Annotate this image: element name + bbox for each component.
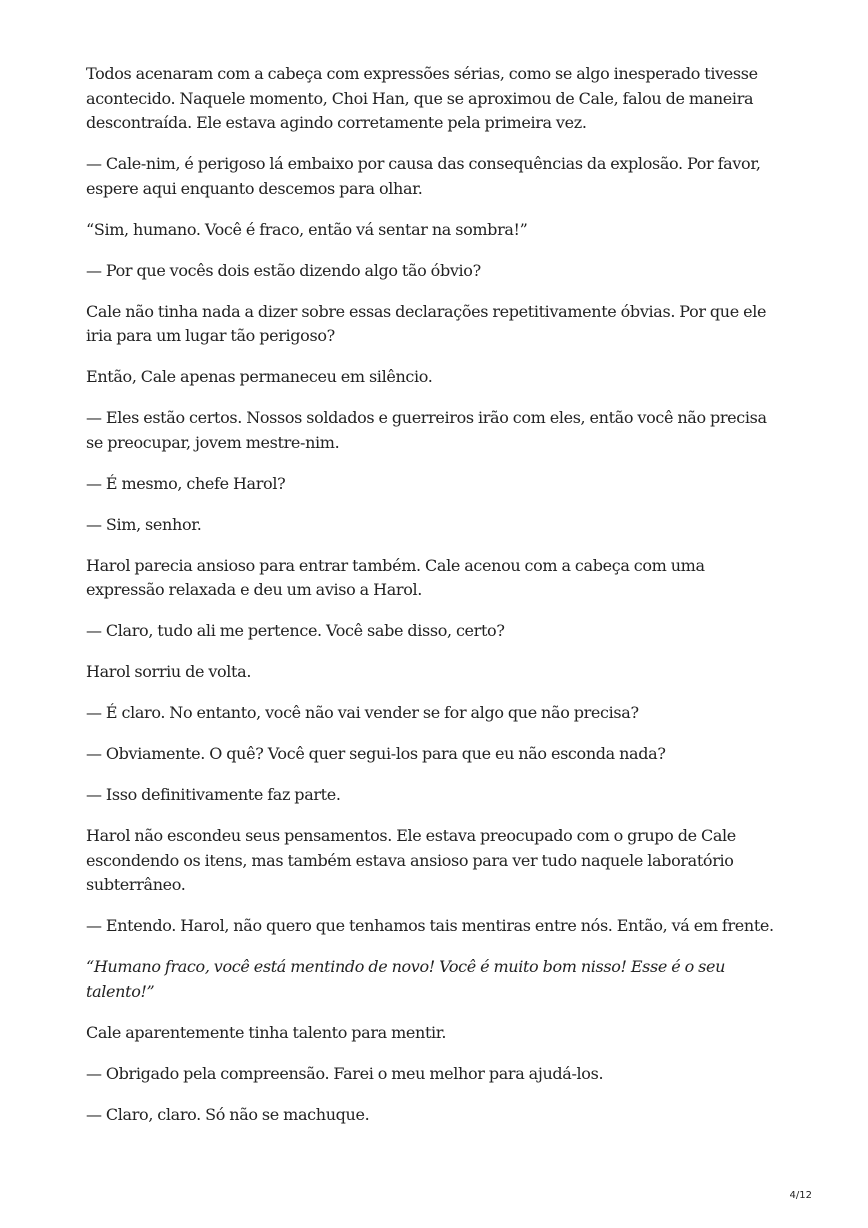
paragraph-18: “Humano fraco, você está mentindo de novo! Você é muito bom nisso! Esse é o seu talento!”	[86, 957, 726, 1001]
paragraph-4: — Por que vocês dois estão dizendo algo tão óbvio?	[86, 260, 481, 280]
paragraph-1: Todos acenaram com a cabeça com expressões sérias, como se algo inesperado tivesse acontecido. Naquele momento, Choi Han, que se aproximou de Cale, falou de maneira descontraída. Ele estava agindo corretamente pela primeira vez.	[86, 64, 758, 132]
paragraph-8: — É mesmo, chefe Harol?	[86, 473, 286, 493]
document-body	[86, 62, 786, 1144]
paragraph-10: Harol parecia ansioso para entrar também. Cale acenou com a cabeça com uma expressão relaxada e deu um aviso a Harol.	[86, 555, 705, 599]
page-number: 4/12	[789, 1190, 812, 1201]
paragraph-21: — Claro, claro. Só não se machuque.	[86, 1104, 370, 1124]
paragraph-11: — Claro, tudo ali me pertence. Você sabe disso, certo?	[86, 621, 505, 640]
paragraph-3: “Sim, humano. Você é fraco, então vá sentar na sombra!”	[86, 219, 528, 239]
paragraph-12: Harol sorriu de volta.	[86, 662, 252, 681]
paragraph-6: Então, Cale apenas permaneceu em silêncio.	[86, 367, 433, 386]
paragraph-15: — Isso definitivamente faz parte.	[86, 785, 341, 804]
paragraph-16: Harol não escondeu seus pensamentos. Ele estava preocupado com o grupo de Cale escondendo os itens, mas também estava ansioso para ver tudo naquele laboratório subterrâneo.	[86, 826, 736, 894]
paragraph-14: — Obviamente. O quê? Você quer segui-los para que eu não esconda nada?	[86, 744, 666, 763]
paragraph-9: — Sim, senhor.	[86, 514, 202, 534]
paragraph-20: — Obrigado pela compreensão. Farei o meu melhor para ajudá-los.	[86, 1063, 604, 1083]
paragraph-7: — Eles estão certos. Nossos soldados e guerreiros irão com eles, então você não precisa se preocupar, jovem mestre-nim.	[86, 408, 767, 452]
paragraph-5: Cale não tinha nada a dizer sobre essas declarações repetitivamente óbvias. Por que ele iria para um lugar tão perigoso?	[86, 301, 767, 345]
paragraph-2: — Cale-nim, é perigoso lá embaixo por causa das consequências da explosão. Por favor, espere aqui enquanto descemos para olhar.	[86, 154, 761, 198]
paragraph-17: — Entendo. Harol, não quero que tenhamos tais mentiras entre nós. Então, vá em frente.	[86, 916, 774, 935]
paragraph-13: — É claro. No entanto, você não vai vender se for algo que não precisa?	[86, 703, 639, 722]
paragraph-19: Cale aparentemente tinha talento para mentir.	[86, 1022, 447, 1042]
